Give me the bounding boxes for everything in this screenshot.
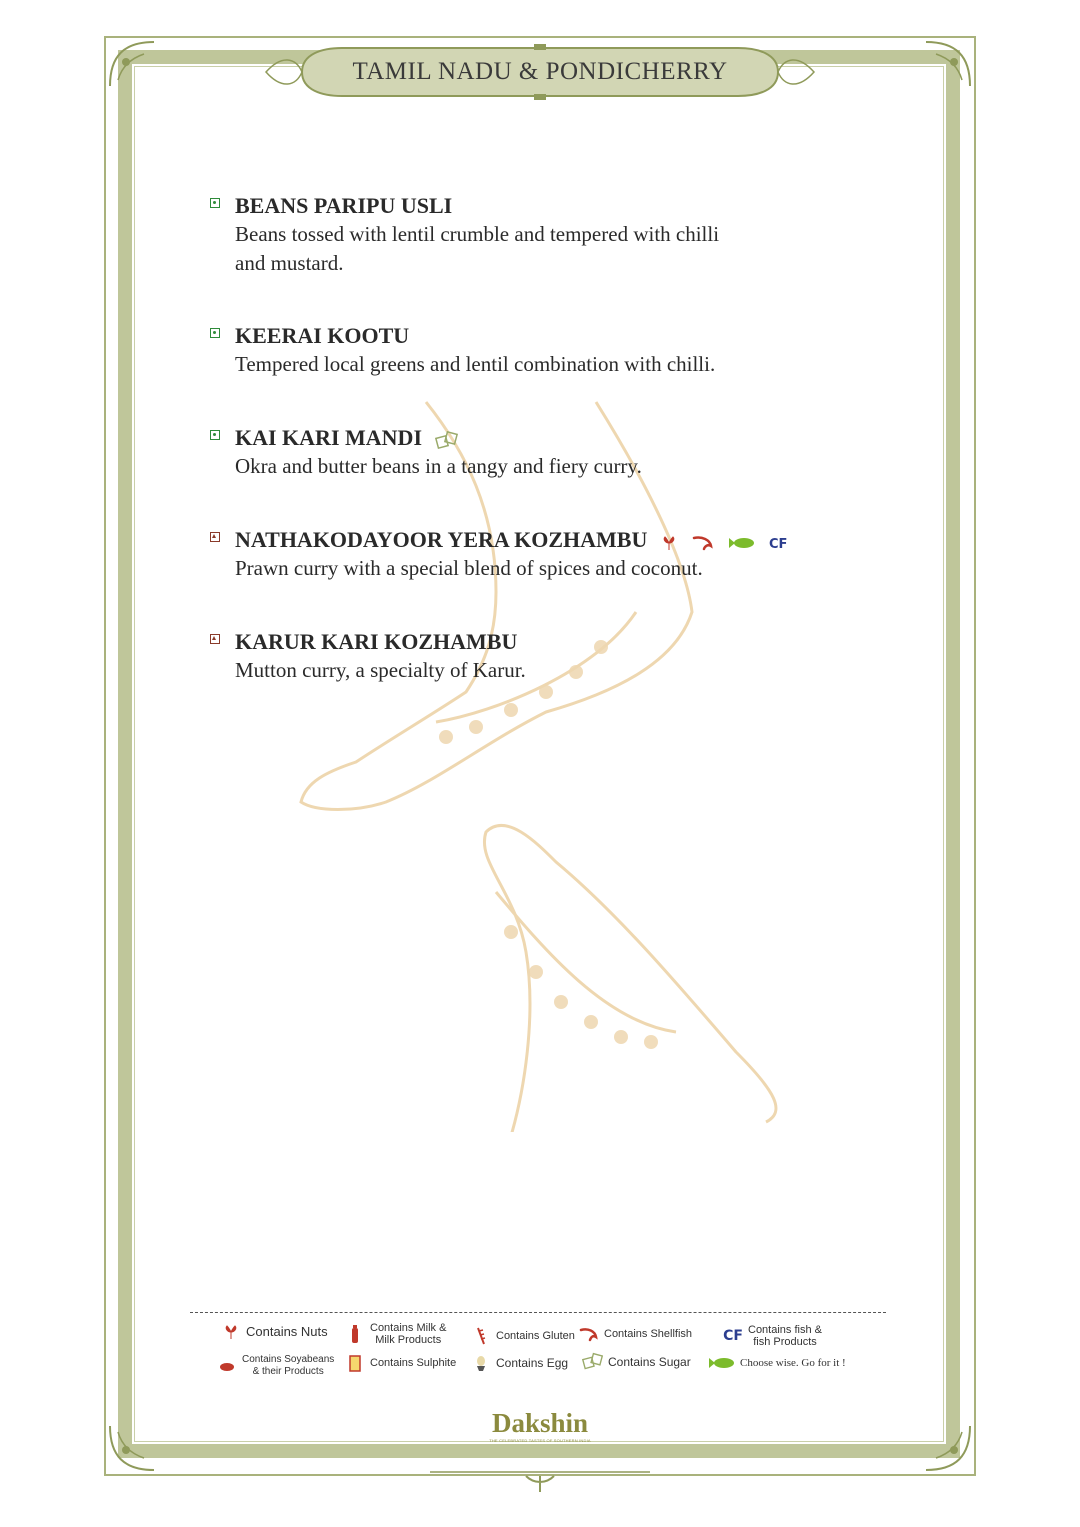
milk-bottle-icon <box>350 1324 360 1344</box>
menu-item-name: KEERAI KOOTU <box>235 323 410 348</box>
veg-indicator-icon <box>210 198 220 208</box>
legend-soyabeans: Contains Soyabeans & their Products <box>216 1354 334 1378</box>
allergen-icons <box>435 430 467 451</box>
veg-indicator-icon <box>210 430 220 440</box>
anklet-feet-illustration <box>296 392 784 1132</box>
legend-sulphite: Contains Sulphite <box>344 1354 456 1372</box>
nonveg-indicator-icon <box>210 532 220 542</box>
menu-item <box>208 628 526 685</box>
sugar-icon <box>435 431 459 451</box>
menu-item-description: Okra and butter beans in a tangy and fiery curry. <box>235 454 642 478</box>
corner-ornament-bottom-right <box>916 1416 976 1476</box>
corner-ornament-bottom-left <box>104 1416 164 1476</box>
wheat-icon <box>475 1326 487 1346</box>
legend-fish-products: CF Contains fish & fish Products <box>723 1324 822 1348</box>
choose-wise-fish-icon <box>707 1356 735 1370</box>
legend-nuts: Contains Nuts <box>220 1324 328 1340</box>
menu-item <box>208 424 642 481</box>
legend-shellfish: Contains Shellfish <box>578 1326 692 1342</box>
menu-item <box>208 322 715 379</box>
soyabean-icon <box>218 1360 236 1372</box>
brand-tagline: THE CELEBRATED TASTES OF SOUTHERN INDIA <box>489 1438 591 1443</box>
legend-divider <box>190 1312 886 1313</box>
legend-choose-wise: Choose wise. Go for it ! <box>706 1356 846 1370</box>
brand-name: Dakshin <box>491 1408 589 1438</box>
legend-milk: Contains Milk & Milk Products <box>344 1322 446 1346</box>
page-title: TAMIL NADU & PONDICHERRY <box>352 58 728 85</box>
menu-item-description: Prawn curry with a special blend of spices and coconut. <box>235 556 703 580</box>
menu-item <box>208 192 735 278</box>
allergen-legend <box>216 1322 866 1382</box>
choose-wise-fish-icon <box>727 536 755 550</box>
menu-item-description: Mutton curry, a specialty of Karur. <box>235 658 526 682</box>
fish-products-icon <box>768 534 788 552</box>
sulphite-icon <box>349 1354 361 1372</box>
nonveg-indicator-icon <box>210 634 220 644</box>
sugar-icon <box>582 1352 604 1372</box>
shellfish-icon <box>579 1326 599 1342</box>
menu-item-description: Beans tossed with lentil crumble and tempered with chilli and mustard. <box>235 222 720 275</box>
legend-sugar: Contains Sugar <box>582 1352 691 1372</box>
menu-item-name: BEANS PARIPU USLI <box>235 193 453 218</box>
shellfish-icon <box>692 534 714 552</box>
allergen-icons <box>660 533 795 553</box>
menu-item-description: Tempered local greens and lentil combination with chilli. <box>235 352 716 376</box>
brand-logo <box>484 1398 596 1448</box>
corner-ornament-top-right <box>916 36 976 96</box>
egg-icon <box>474 1354 488 1372</box>
menu-item <box>208 526 796 583</box>
corner-ornament-top-left <box>104 36 164 96</box>
menu-item-name: KARUR KARI KOZHAMBU <box>235 629 518 654</box>
veg-indicator-icon <box>210 328 220 338</box>
legend-egg: Contains Egg <box>470 1354 568 1372</box>
svg-text:CF: CF <box>768 537 788 553</box>
menu-item-name: KAI KARI MANDI <box>235 425 422 450</box>
fish-products-icon: CF <box>723 1328 743 1344</box>
legend-gluten: Contains Gluten <box>470 1326 575 1346</box>
nuts-icon <box>660 534 678 552</box>
nuts-icon <box>222 1324 240 1340</box>
bottom-ornament <box>430 1466 650 1494</box>
menu-item-name: NATHAKODAYOOR YERA KOZHAMBU <box>235 527 648 552</box>
